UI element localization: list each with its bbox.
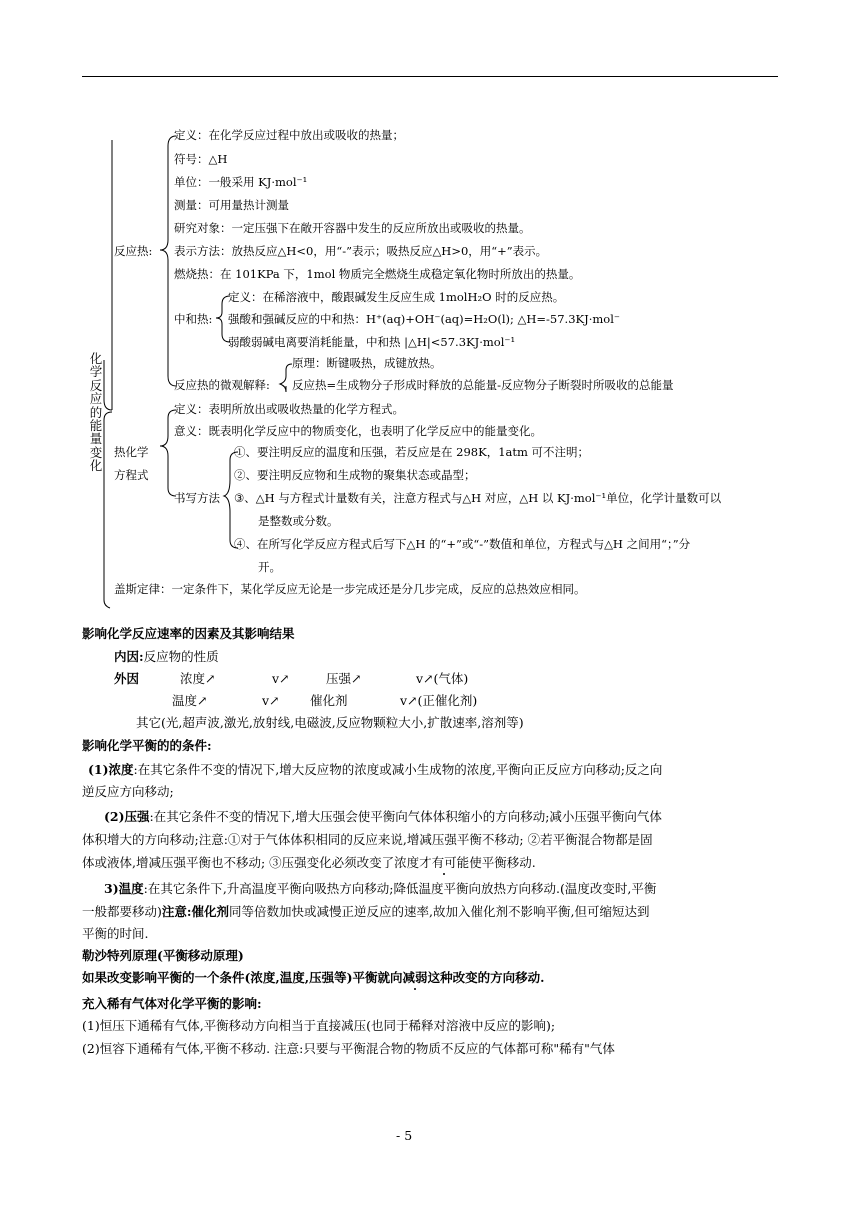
eq-conc-label: (1)浓度 — [88, 762, 134, 777]
thermo-eq-label-line2: 方程式 — [114, 468, 149, 482]
inert-heading: 充入稀有气体对化学平衡的影响: — [82, 996, 262, 1011]
micro-item-principle: 原理：断键吸热，成键放热。 — [292, 356, 442, 370]
eq-temp-line2 — [82, 906, 649, 919]
inert-line1: (1)恒压下通稀有气体,平衡移动方向相当于直接减压(也同于稀释对溶液中反应的影响); — [82, 1018, 556, 1033]
rate-r2-c1: 温度↗ — [172, 693, 208, 708]
zhonghe-label: 中和热: — [174, 312, 213, 326]
micro-item-formula: 反应热=生成物分子形成时释放的总能量-反应物分子断裂时所吸收的总能量 — [292, 378, 674, 392]
eq-conc-line1 — [88, 764, 662, 777]
writing-item-3: ③、△H 与方程式计量数有关，注意方程式与△H 对应，△H 以 KJ·mol⁻¹单位，化学计量数可以 — [234, 491, 722, 505]
rate-internal-text: 反应物的性质 — [143, 649, 219, 664]
fyr-item-symbol: 符号：△H — [174, 152, 228, 166]
writing-label: 书写方法 — [174, 491, 220, 505]
writing-item-2: ②、要注明反应物和生成物的聚集状态或晶型； — [234, 468, 476, 482]
thermo-eq-label-line1: 热化学 — [114, 445, 149, 459]
rate-r1-c2: v↗ — [272, 671, 290, 686]
eq-pres-text3b: 使平衡移动. — [469, 855, 536, 870]
eq-heading: 影响化学平衡的的条件: — [82, 738, 212, 753]
eq-pres-line2: 体积增大的方向移动;注意:①对于气体体积相同的反应来说,增减压强平衡不移动; ②若平衡混合物都是固 — [82, 832, 653, 847]
eq-conc-text1: :在其它条件不变的情况下,增大反应物的浓度或减小生成物的浓度,平衡向正反应方向移动;反之向 — [133, 762, 663, 777]
eq-temp-text2a: 一般都要移动) — [82, 904, 162, 919]
brace-micro — [280, 364, 292, 392]
eq-temp-text1: :在其它条件下,升高温度平衡向吸热方向移动;降低温度平衡向放热方向移动.(温度改变时,平衡 — [143, 881, 657, 896]
rate-r2-c3: 催化剂 — [310, 693, 348, 708]
writing-item-4-cont: 开。 — [258, 560, 281, 574]
lechatelier-text — [82, 972, 544, 985]
eq-temp-line3: 平衡的时间. — [82, 926, 149, 941]
brace-fyr — [160, 136, 176, 386]
rate-r2-c4: v↗(正催化剂) — [400, 693, 478, 708]
eq-pres-emphasis: 才有可能 — [419, 855, 470, 870]
eq-temp-text2b: 同等倍数加快或减慢正逆反应的速率,故加入催化剂不影响平衡,但可缩短达到 — [229, 904, 650, 919]
rate-others: 其它(光,超声波,激光,放射线,电磁波,反应物颗粒大小,扩散速率,溶剂等) — [136, 715, 524, 730]
brace-main — [104, 412, 112, 608]
zhonghe-item-strong: 强酸和强碱反应的中和热：H⁺(aq)+OH⁻(aq)=H₂O(l); △H=-57.3KJ·mol⁻ — [228, 312, 620, 326]
rate-r1-c1: 浓度↗ — [180, 671, 216, 686]
brace-main-top — [104, 360, 112, 410]
fyr-item-definition: 定义：在化学反应过程中放出或吸收的热量； — [174, 128, 404, 142]
writing-item-1: ①、要注明反应的温度和压强，若反应是在 298K，1atm 可不注明； — [234, 445, 590, 459]
fyr-item-unit: 单位：一般采用 KJ·mol⁻¹ — [174, 175, 308, 189]
rate-internal — [114, 651, 219, 664]
vertical-title: 化 学 反 应 的 能 量 变 化 — [89, 351, 103, 474]
eq-pres-text3a: 体或液体,增减压强平衡也不移动; ③压强变化必须改变了浓度 — [82, 855, 420, 870]
writing-item-4: ④、在所写化学反应方程式后写下△H 的“+”或“-”数值和单位，方程式与△H 之间用“；”分 — [234, 537, 691, 551]
lechatelier-text-b: 这种改变的方向移动. — [427, 970, 545, 985]
fyr-item-object: 研究对象：一定压强下在敞开容器中发生的反应所放出或吸收的热量。 — [174, 221, 531, 235]
thermo-eq-item-meaning: 意义：既表明化学反应中的物质变化，也表明了化学反应中的能量变化。 — [174, 424, 542, 438]
inert-line2: (2)恒容下通稀有气体,平衡不移动. 注意:只要与平衡混合物的物质不反应的气体都可称"稀有"气体 — [82, 1041, 615, 1056]
eq-pres-line3 — [82, 857, 536, 870]
rate-internal-label: 内因: — [114, 649, 144, 664]
brace-thermo — [160, 410, 176, 496]
zhonghe-item-weak: 弱酸弱碱电离要消耗能量，中和热 |△H|<57.3KJ·mol⁻¹ — [228, 335, 516, 349]
eq-conc-line2: 逆反应方向移动; — [82, 784, 174, 799]
eq-temp-line1 — [104, 883, 656, 896]
thermo-eq-item-definition: 定义：表明所放出或吸收热量的化学方程式。 — [174, 402, 404, 416]
fyr-item-combustion: 燃烧热：在 101KPa 下，1mol 物质完全燃烧生成稳定氧化物时所放出的热量。 — [174, 267, 581, 281]
rate-r1-c4: v↗(气体) — [416, 671, 469, 686]
rate-heading: 影响化学反应速率的因素及其影响结果 — [82, 626, 295, 641]
lechatelier-text-a: 如果改变影响平衡的一个条件(浓度,温度,压强等)平衡就向 — [82, 970, 403, 985]
micro-label: 反应热的微观解释: — [174, 378, 270, 392]
eq-temp-note: 注意:催化剂 — [161, 904, 230, 919]
rate-external-label: 外因 — [114, 671, 140, 686]
fyr-item-measure: 测量：可用量热计测量 — [174, 198, 289, 212]
writing-item-3-cont: 是整数或分数。 — [258, 514, 339, 528]
eq-pres-label: (2)压强 — [104, 809, 150, 824]
hess-law: 盖斯定律：一定条件下，某化学反应无论是一步完成还是分几步完成，反应的总热效应相同。 — [114, 582, 586, 596]
rate-r1-c3: 压强↗ — [326, 671, 362, 686]
page-number: - 5 — [396, 1128, 413, 1143]
fyr-item-notation: 表示方法：放热反应△H<0，用“-”表示；吸热反应△H>0，用“+”表示。 — [174, 244, 548, 258]
eq-pres-line1 — [104, 811, 662, 824]
fyr-label: 反应热: — [114, 244, 153, 258]
lechatelier-heading: 勒沙特列原理(平衡移动原理) — [82, 948, 244, 963]
eq-temp-label: 3)温度 — [104, 881, 144, 896]
lechatelier-emphasis: 减弱 — [402, 970, 428, 985]
eq-pres-text1: :在其它条件不变的情况下,增大压强会使平衡向气体体积缩小的方向移动;减小压强平衡向气体 — [149, 809, 662, 824]
zhonghe-item-definition: 定义：在稀溶液中，酸跟碱发生反应生成 1molH₂O 时的反应热。 — [228, 290, 565, 304]
rate-r2-c2: v↗ — [262, 693, 280, 708]
